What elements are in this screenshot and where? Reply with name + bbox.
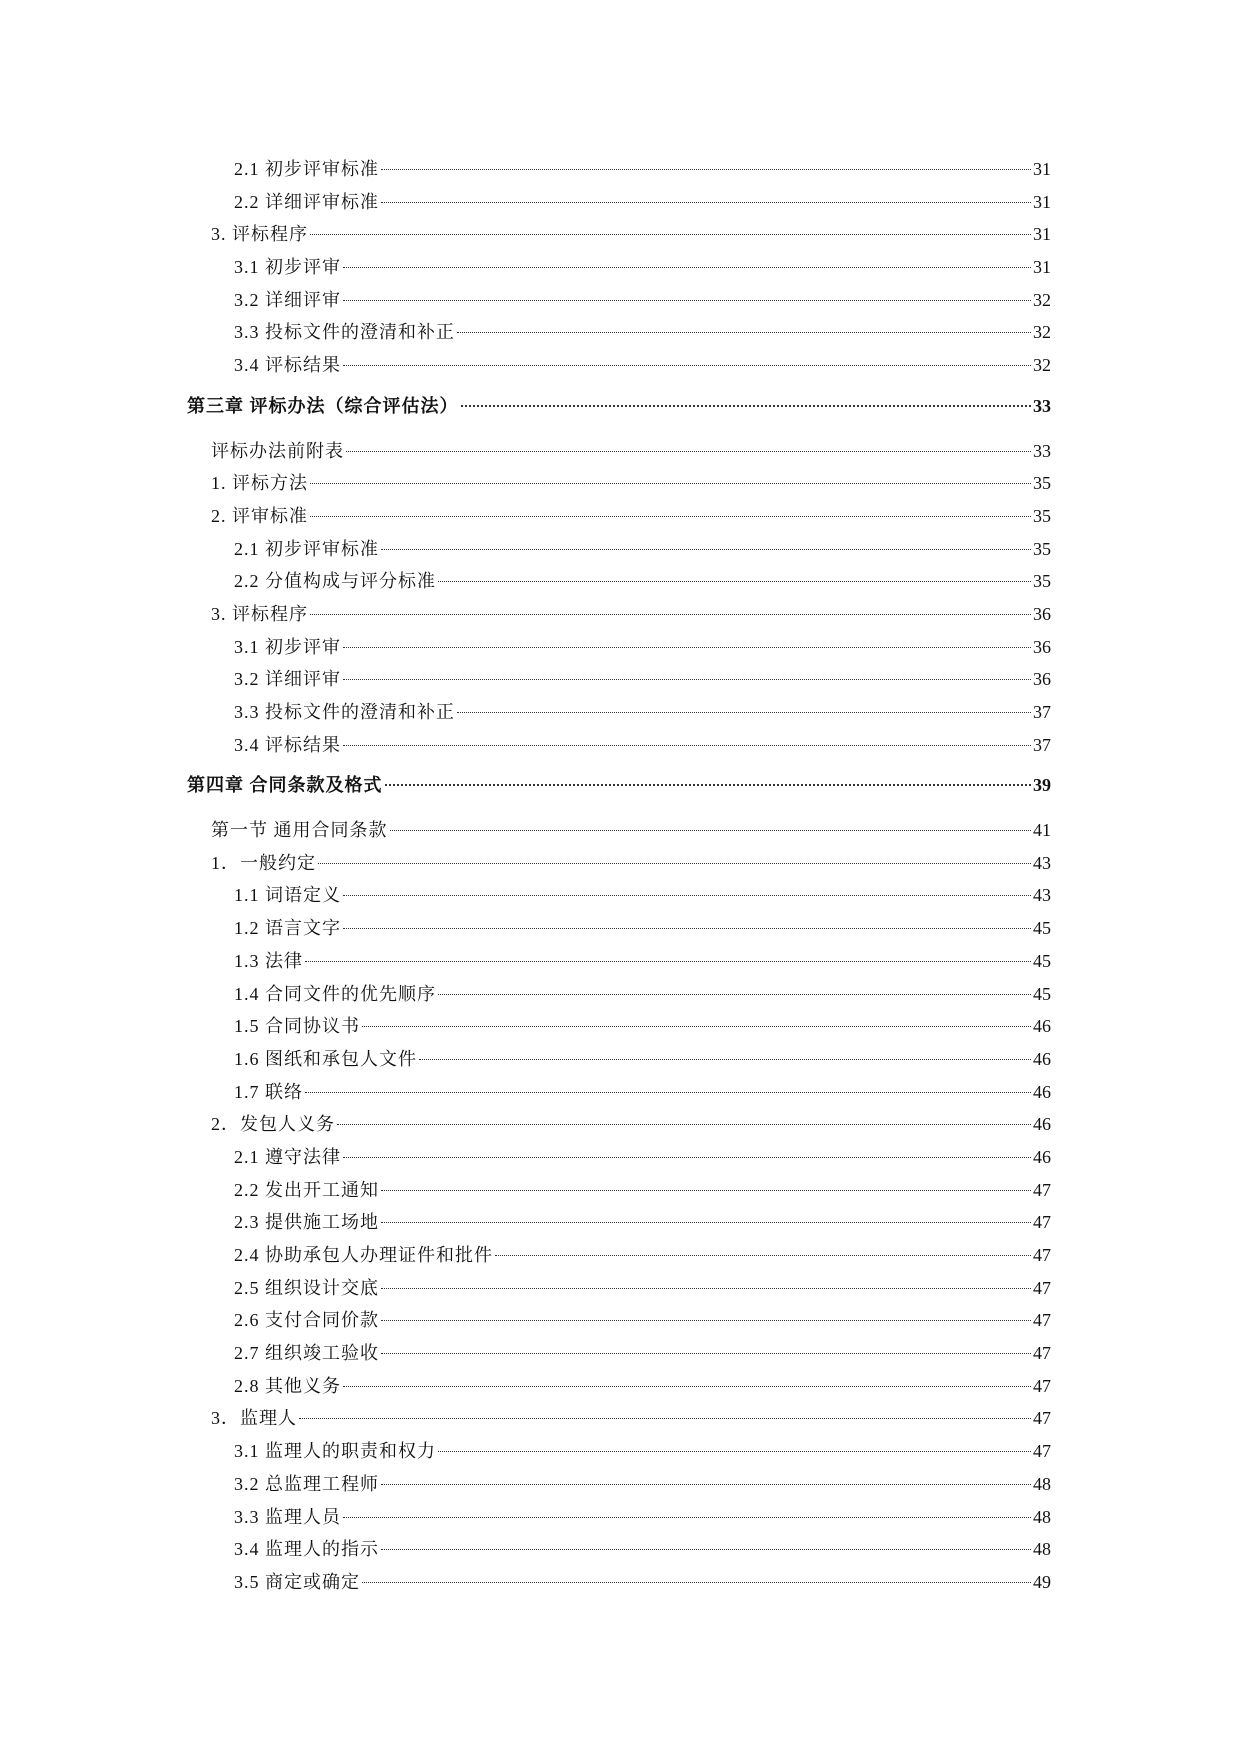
toc-page-number: 46 bbox=[1033, 1114, 1051, 1135]
dot-leader bbox=[381, 1484, 1031, 1485]
toc-page-number: 39 bbox=[1033, 775, 1051, 796]
toc-page-number: 35 bbox=[1033, 538, 1051, 559]
dot-leader bbox=[381, 202, 1031, 203]
dot-leader bbox=[381, 1320, 1031, 1321]
toc-row[interactable] bbox=[187, 1402, 1051, 1435]
toc-entry-title: 2.2 分值构成与评分标准 bbox=[234, 571, 436, 592]
toc-page-number: 32 bbox=[1033, 355, 1051, 376]
toc-row[interactable] bbox=[187, 1533, 1051, 1566]
toc-row[interactable] bbox=[187, 1566, 1051, 1599]
toc-row[interactable] bbox=[187, 565, 1051, 598]
toc-page-number: 47 bbox=[1033, 1245, 1051, 1265]
toc-chapter-row[interactable] bbox=[187, 390, 1051, 423]
toc-entry-title: 1.6 图纸和承包人文件 bbox=[234, 1048, 417, 1069]
toc-entry-title: 1.1 词语定义 bbox=[234, 885, 341, 906]
dot-leader bbox=[343, 745, 1031, 746]
dot-leader bbox=[310, 516, 1031, 517]
toc-row[interactable] bbox=[187, 186, 1051, 219]
toc-entry-title: 3. 评标程序 bbox=[211, 603, 308, 624]
toc-page-number: 31 bbox=[1033, 159, 1051, 179]
toc-entry-title: 1.5 合同协议书 bbox=[234, 1016, 360, 1037]
toc-row[interactable] bbox=[187, 1435, 1051, 1468]
toc-page-number: 46 bbox=[1033, 1146, 1051, 1167]
toc-row[interactable] bbox=[187, 879, 1051, 912]
toc-entry-title: 1.3 法律 bbox=[234, 950, 303, 971]
toc-row[interactable] bbox=[187, 500, 1051, 533]
toc-entry-title: 2.2 发出开工通知 bbox=[234, 1179, 379, 1200]
dot-leader bbox=[381, 1288, 1031, 1289]
toc-entry-title: 2.3 提供施工场地 bbox=[234, 1212, 379, 1233]
toc-row[interactable] bbox=[187, 467, 1051, 500]
dot-leader bbox=[343, 928, 1031, 929]
toc-entry-title: 2.1 初步评审标准 bbox=[234, 538, 379, 559]
toc-row[interactable] bbox=[187, 1239, 1051, 1272]
toc-entry-title: 3. 评标程序 bbox=[211, 224, 308, 245]
dot-leader bbox=[457, 332, 1031, 333]
toc-page-number: 46 bbox=[1033, 1081, 1051, 1102]
toc-row[interactable] bbox=[187, 1108, 1051, 1141]
dot-leader bbox=[343, 300, 1031, 301]
toc-page-number: 47 bbox=[1033, 1441, 1051, 1462]
toc-entry-title: 第三章 评标办法（综合评估法） bbox=[187, 395, 459, 416]
toc-entry-title: 2．发包人义务 bbox=[211, 1114, 335, 1135]
toc-row[interactable] bbox=[187, 349, 1051, 382]
toc-row[interactable] bbox=[187, 251, 1051, 284]
dot-leader bbox=[343, 1386, 1031, 1387]
toc-entry-title: 3.3 投标文件的澄清和补正 bbox=[234, 702, 455, 722]
toc-page-number: 41 bbox=[1033, 820, 1051, 841]
dot-leader bbox=[381, 169, 1031, 170]
dot-leader bbox=[305, 1092, 1031, 1093]
toc-page-number: 48 bbox=[1033, 1506, 1051, 1527]
dot-leader bbox=[419, 1059, 1031, 1060]
toc-entry-title: 2.1 初步评审标准 bbox=[234, 159, 379, 179]
toc-entry-title: 3.1 初步评审 bbox=[234, 257, 341, 278]
toc-entry-title: 2.7 组织竣工验收 bbox=[234, 1343, 379, 1364]
toc-entry-title: 2.1 遵守法律 bbox=[234, 1146, 341, 1167]
toc-page-number: 45 bbox=[1033, 983, 1051, 1004]
toc-row[interactable] bbox=[187, 1010, 1051, 1043]
toc-page-number: 47 bbox=[1033, 1408, 1051, 1429]
toc-row[interactable] bbox=[187, 435, 1051, 468]
toc-row[interactable] bbox=[187, 533, 1051, 566]
toc-row[interactable] bbox=[187, 1370, 1051, 1403]
toc-entry-title: 3.1 初步评审 bbox=[234, 636, 341, 657]
toc-entry-title: 评标办法前附表 bbox=[211, 440, 344, 461]
toc-page-number: 36 bbox=[1033, 603, 1051, 624]
toc-entry-title: 第四章 合同条款及格式 bbox=[187, 775, 383, 796]
dot-leader bbox=[310, 483, 1031, 484]
dot-leader bbox=[362, 1026, 1031, 1027]
toc-row[interactable] bbox=[187, 1272, 1051, 1305]
toc-page-number: 45 bbox=[1033, 918, 1051, 939]
toc-page-number: 33 bbox=[1033, 395, 1051, 416]
toc-page-number: 31 bbox=[1033, 191, 1051, 212]
toc-row[interactable] bbox=[187, 598, 1051, 631]
toc-entry-title: 1．一般约定 bbox=[211, 852, 316, 873]
toc-entry-title: 3．监理人 bbox=[211, 1408, 297, 1429]
dot-leader bbox=[343, 647, 1031, 648]
dot-leader bbox=[381, 1222, 1031, 1223]
toc-page-number: 49 bbox=[1033, 1571, 1051, 1592]
toc-page-number: 32 bbox=[1033, 322, 1051, 343]
toc-entry-title: 3.4 评标结果 bbox=[234, 355, 341, 376]
toc-page-number: 36 bbox=[1033, 636, 1051, 657]
dot-leader bbox=[381, 1353, 1031, 1354]
toc-row[interactable] bbox=[187, 1304, 1051, 1337]
dot-leader bbox=[390, 830, 1032, 831]
toc-row[interactable] bbox=[187, 1206, 1051, 1239]
toc-page-number: 35 bbox=[1033, 473, 1051, 494]
toc-row[interactable] bbox=[187, 945, 1051, 978]
toc-row[interactable] bbox=[187, 316, 1051, 349]
toc-page-number: 47 bbox=[1033, 1179, 1051, 1200]
toc-row[interactable] bbox=[187, 1076, 1051, 1109]
dot-leader bbox=[310, 234, 1031, 235]
toc-entry-title: 2.6 支付合同价款 bbox=[234, 1310, 379, 1331]
toc-row[interactable] bbox=[187, 729, 1051, 762]
toc-row[interactable] bbox=[187, 663, 1051, 696]
toc-page-number: 47 bbox=[1033, 1310, 1051, 1331]
dot-leader bbox=[438, 994, 1031, 995]
dot-leader bbox=[343, 1157, 1031, 1158]
dot-leader bbox=[305, 961, 1031, 962]
toc-entry-title: 3.3 投标文件的澄清和补正 bbox=[234, 322, 455, 343]
toc-page-number: 31 bbox=[1033, 224, 1051, 245]
toc-row[interactable] bbox=[187, 847, 1051, 880]
dot-leader bbox=[299, 1418, 1031, 1419]
toc-page-number: 36 bbox=[1033, 669, 1051, 690]
toc-entry-title: 1. 评标方法 bbox=[211, 473, 308, 494]
table-of-contents bbox=[187, 153, 1051, 1599]
toc-entry-title: 3.4 监理人的指示 bbox=[234, 1539, 379, 1560]
toc-row[interactable] bbox=[187, 1141, 1051, 1174]
toc-entry-title: 3.1 监理人的职责和权力 bbox=[234, 1441, 436, 1462]
toc-page-number: 46 bbox=[1033, 1048, 1051, 1069]
dot-leader bbox=[343, 365, 1031, 366]
dot-leader bbox=[381, 1190, 1031, 1191]
dot-leader bbox=[318, 863, 1031, 864]
dot-leader bbox=[381, 1549, 1031, 1550]
dot-leader bbox=[457, 712, 1031, 713]
dot-leader bbox=[362, 1582, 1031, 1583]
dot-leader bbox=[381, 549, 1031, 550]
toc-entry-title: 1.2 语言文字 bbox=[234, 918, 341, 939]
dot-leader bbox=[346, 451, 1031, 452]
toc-row[interactable] bbox=[187, 1337, 1051, 1370]
toc-entry-title: 2.5 组织设计交底 bbox=[234, 1277, 379, 1298]
toc-entry-title: 第一节 通用合同条款 bbox=[211, 820, 388, 841]
toc-row[interactable] bbox=[187, 218, 1051, 251]
dot-leader bbox=[495, 1255, 1031, 1256]
toc-page-number: 46 bbox=[1033, 1016, 1051, 1037]
toc-entry-title: 3.2 详细评审 bbox=[234, 669, 341, 690]
toc-page-number: 47 bbox=[1033, 1343, 1051, 1364]
toc-row[interactable] bbox=[187, 814, 1051, 847]
toc-page-number: 45 bbox=[1033, 950, 1051, 971]
toc-chapter-row[interactable] bbox=[187, 769, 1051, 802]
dot-leader bbox=[337, 1124, 1031, 1125]
toc-row[interactable] bbox=[187, 631, 1051, 664]
dot-leader bbox=[343, 895, 1031, 896]
toc-entry-title: 1.7 联络 bbox=[234, 1081, 303, 1102]
toc-page-number: 33 bbox=[1033, 440, 1051, 461]
toc-page-number: 32 bbox=[1033, 289, 1051, 310]
toc-entry-title: 2.8 其他义务 bbox=[234, 1375, 341, 1396]
toc-page-number: 35 bbox=[1033, 571, 1051, 592]
dot-leader bbox=[438, 581, 1031, 582]
toc-row[interactable] bbox=[187, 284, 1051, 317]
toc-entry-title: 1.4 合同文件的优先顺序 bbox=[234, 983, 436, 1004]
toc-entry-title: 3.3 监理人员 bbox=[234, 1506, 341, 1527]
toc-entry-title: 3.2 详细评审 bbox=[234, 289, 341, 310]
toc-entry-title: 3.5 商定或确定 bbox=[234, 1571, 360, 1592]
toc-page-number: 47 bbox=[1033, 1375, 1051, 1396]
toc-page-number: 43 bbox=[1033, 885, 1051, 906]
toc-entry-title: 2.4 协助承包人办理证件和批件 bbox=[234, 1245, 493, 1265]
toc-entry-title: 3.2 总监理工程师 bbox=[234, 1473, 379, 1494]
toc-row[interactable] bbox=[187, 978, 1051, 1011]
toc-row[interactable] bbox=[187, 1468, 1051, 1501]
toc-row[interactable] bbox=[187, 1043, 1051, 1076]
dot-leader bbox=[343, 1517, 1031, 1518]
toc-page-number: 31 bbox=[1033, 257, 1051, 278]
toc-entry-title: 2.2 详细评审标准 bbox=[234, 191, 379, 212]
toc-row[interactable] bbox=[187, 1501, 1051, 1534]
toc-page-number: 48 bbox=[1033, 1473, 1051, 1494]
toc-page-number: 37 bbox=[1033, 734, 1051, 755]
dot-leader bbox=[438, 1451, 1031, 1452]
toc-entry-title: 3.4 评标结果 bbox=[234, 734, 341, 755]
toc-row[interactable] bbox=[187, 696, 1051, 729]
dot-leader bbox=[343, 679, 1031, 680]
toc-page-number: 48 bbox=[1033, 1539, 1051, 1560]
toc-page-number: 47 bbox=[1033, 1277, 1051, 1298]
toc-entry-title: 2. 评审标准 bbox=[211, 505, 308, 526]
toc-row[interactable] bbox=[187, 153, 1051, 186]
toc-page-number: 35 bbox=[1033, 505, 1051, 526]
toc-row[interactable] bbox=[187, 1174, 1051, 1207]
toc-page-number: 47 bbox=[1033, 1212, 1051, 1233]
toc-row[interactable] bbox=[187, 912, 1051, 945]
dot-leader bbox=[310, 614, 1031, 615]
dot-leader bbox=[343, 267, 1031, 268]
dot-leader bbox=[385, 784, 1032, 786]
toc-page-number: 37 bbox=[1033, 702, 1051, 722]
dot-leader bbox=[461, 405, 1032, 407]
toc-page-number: 43 bbox=[1033, 852, 1051, 873]
